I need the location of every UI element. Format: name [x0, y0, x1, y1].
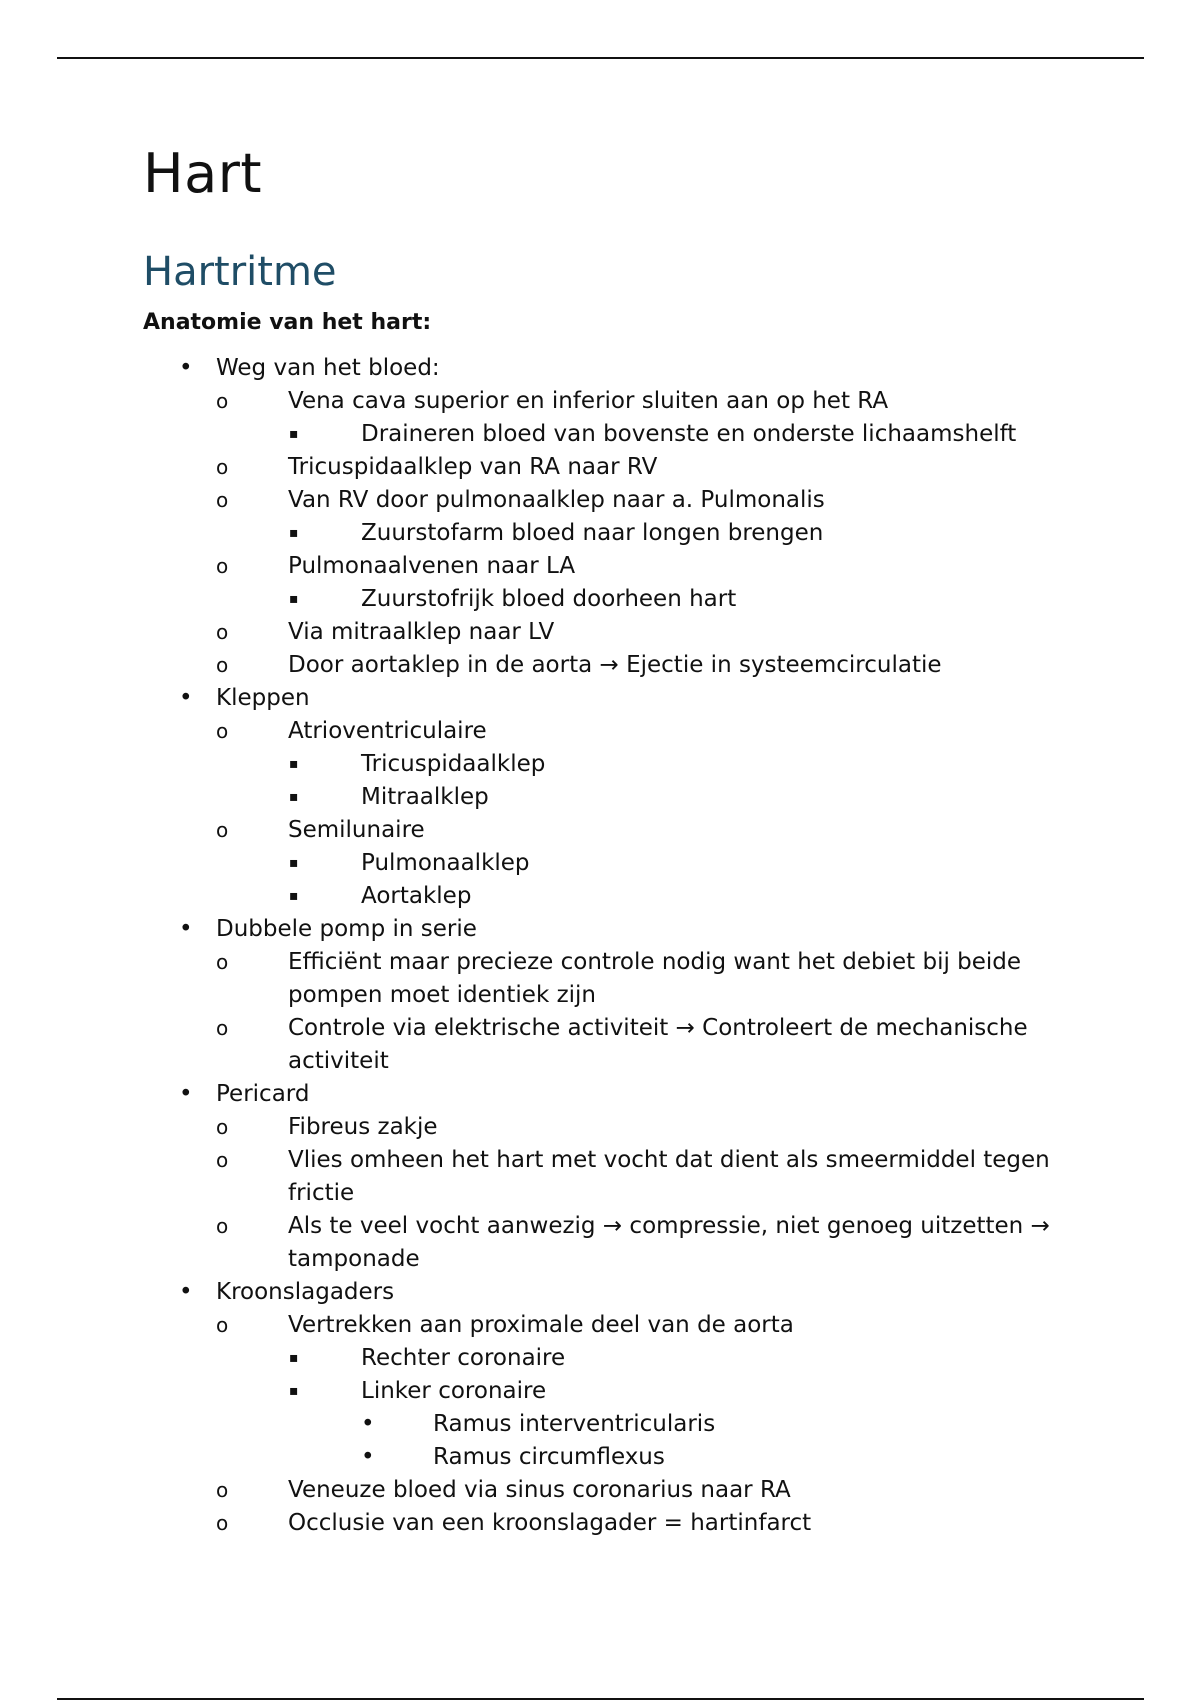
- list-item: [143, 1078, 1103, 1276]
- list-item: [216, 550, 1103, 616]
- sub-list: [288, 418, 1103, 451]
- list-item: [216, 1507, 1103, 1540]
- list-item-text: Als te veel vocht aanwezig → compressie, niet genoeg uitzetten → tamponade: [288, 1213, 1050, 1272]
- bullet-icon: o: [216, 1214, 229, 1238]
- list-item-text: Draineren bloed van bovenste en onderste lichaamshelft: [361, 421, 1017, 447]
- sub-list: [216, 1111, 1103, 1276]
- list-item: [288, 748, 1103, 781]
- list-item-text: Van RV door pulmonaalklep naar a. Pulmonalis: [288, 487, 825, 513]
- bullet-icon: •: [179, 355, 193, 381]
- sub-list: [288, 1342, 1103, 1474]
- list-item-text: Kleppen: [216, 685, 310, 711]
- list-item-text: Vlies omheen het hart met vocht dat dient als smeermiddel tegen frictie: [288, 1147, 1050, 1206]
- list-item: [216, 946, 1103, 1012]
- list-item-text: Zuurstofarm bloed naar longen brengen: [361, 520, 824, 546]
- bullet-icon: ▪: [289, 1383, 299, 1399]
- list-item-text: Door aortaklep in de aorta → Ejectie in systeemcirculatie: [288, 652, 942, 678]
- bullet-icon: ▪: [289, 591, 299, 607]
- document-body: [143, 138, 1143, 1536]
- bullet-icon: ▪: [289, 525, 299, 541]
- sub-list: [288, 847, 1103, 913]
- bullet-icon: ▪: [289, 756, 299, 772]
- list-item-text: Fibreus zakje: [288, 1114, 438, 1140]
- list-item: [288, 418, 1103, 451]
- bullet-icon: o: [216, 389, 229, 413]
- section-title: Hartritme: [143, 249, 337, 295]
- bullet-icon: o: [216, 455, 229, 479]
- list-item: [216, 484, 1103, 550]
- list-item-text: Rechter coronaire: [361, 1345, 566, 1371]
- list-item-text: Kroonslagaders: [216, 1279, 395, 1305]
- bullet-icon: o: [216, 1511, 229, 1535]
- list-item-text: Semilunaire: [288, 817, 425, 843]
- bullet-icon: o: [216, 653, 229, 677]
- sub-list: [288, 583, 1103, 616]
- bullet-icon: o: [216, 1478, 229, 1502]
- list-item-text: Via mitraalklep naar LV: [288, 619, 555, 645]
- sub-list: [216, 385, 1103, 682]
- bullet-icon: •: [179, 916, 193, 942]
- list-item-text: Pulmonaalvenen naar LA: [288, 553, 576, 579]
- list-item: [216, 1210, 1103, 1276]
- list-item: [216, 1474, 1103, 1507]
- sub-list: [216, 715, 1103, 913]
- bullet-icon: o: [216, 554, 229, 578]
- list-item-text: Ramus interventricularis: [433, 1411, 716, 1437]
- bullet-icon: ▪: [289, 426, 299, 442]
- list-item: [216, 1111, 1103, 1144]
- list-item-text: Vertrekken aan proximale deel van de aorta: [288, 1312, 794, 1338]
- list-item: [143, 1276, 1103, 1540]
- list-item-text: Veneuze bloed via sinus coronarius naar RA: [288, 1477, 791, 1503]
- list-item-text: Controle via elektrische activiteit → Controleert de mechanische activiteit: [288, 1015, 1028, 1074]
- section-heading: Anatomie van het hart:: [143, 310, 432, 335]
- list-item: [288, 1342, 1103, 1375]
- list-item: [216, 451, 1103, 484]
- bullet-icon: o: [216, 1016, 229, 1040]
- list-item-text: Mitraalklep: [361, 784, 489, 810]
- bullet-icon: ▪: [289, 888, 299, 904]
- outline-list: [143, 352, 1103, 1540]
- list-item-text: Tricuspidaalklep: [361, 751, 546, 777]
- top-rule: [57, 57, 1144, 59]
- list-item-text: Dubbele pomp in serie: [216, 916, 477, 942]
- bullet-icon: o: [216, 1148, 229, 1172]
- list-item: [216, 1012, 1103, 1078]
- bullet-icon: o: [216, 488, 229, 512]
- list-item: [361, 1441, 1103, 1474]
- list-item: [361, 1408, 1103, 1441]
- list-item: [143, 352, 1103, 682]
- list-item: [216, 715, 1103, 814]
- list-item: [216, 616, 1103, 649]
- bullet-icon: o: [216, 1313, 229, 1337]
- bullet-icon: o: [216, 818, 229, 842]
- list-item: [288, 1375, 1103, 1474]
- list-item: [288, 880, 1103, 913]
- list-item: [143, 682, 1103, 913]
- sub-list: [216, 946, 1103, 1078]
- bullet-icon: o: [216, 950, 229, 974]
- list-item-text: Zuurstofrijk bloed doorheen hart: [361, 586, 737, 612]
- list-item: [216, 814, 1103, 913]
- list-item-text: Pulmonaalklep: [361, 850, 530, 876]
- list-item: [288, 517, 1103, 550]
- list-item-text: Occlusie van een kroonslagader = hartinfarct: [288, 1510, 812, 1536]
- list-item: [216, 1309, 1103, 1474]
- list-item: [288, 781, 1103, 814]
- list-item: [216, 1144, 1103, 1210]
- list-item-text: Ramus circumflexus: [433, 1444, 665, 1470]
- list-item-text: Efficiënt maar precieze controle nodig want het debiet bij beide pompen moet identiek zijn: [288, 949, 1022, 1008]
- sub-list: [288, 517, 1103, 550]
- bullet-icon: •: [361, 1411, 375, 1437]
- bullet-icon: ▪: [289, 789, 299, 805]
- list-item-text: Linker coronaire: [361, 1378, 547, 1404]
- sub-list: [216, 1309, 1103, 1540]
- bullet-icon: •: [179, 1081, 193, 1107]
- list-item-text: Aortaklep: [361, 883, 472, 909]
- list-item-text: Pericard: [216, 1081, 310, 1107]
- bullet-icon: •: [361, 1444, 375, 1470]
- list-item: [143, 913, 1103, 1078]
- list-item: [216, 385, 1103, 451]
- sub-list: [361, 1408, 1103, 1474]
- list-item-text: Weg van het bloed:: [216, 355, 440, 381]
- sub-list: [288, 748, 1103, 814]
- bullet-icon: ▪: [289, 1350, 299, 1366]
- list-item: [216, 649, 1103, 682]
- list-item-text: Tricuspidaalklep van RA naar RV: [288, 454, 658, 480]
- bullet-icon: •: [179, 1279, 193, 1305]
- list-item-text: Atrioventriculaire: [288, 718, 487, 744]
- bullet-icon: ▪: [289, 855, 299, 871]
- bullet-icon: o: [216, 1115, 229, 1139]
- list-item: [288, 583, 1103, 616]
- bullet-icon: o: [216, 620, 229, 644]
- page-title: Hart: [143, 142, 263, 205]
- bullet-icon: o: [216, 719, 229, 743]
- list-item-text: Vena cava superior en inferior sluiten aan op het RA: [288, 388, 889, 414]
- bullet-icon: •: [179, 685, 193, 711]
- list-item: [288, 847, 1103, 880]
